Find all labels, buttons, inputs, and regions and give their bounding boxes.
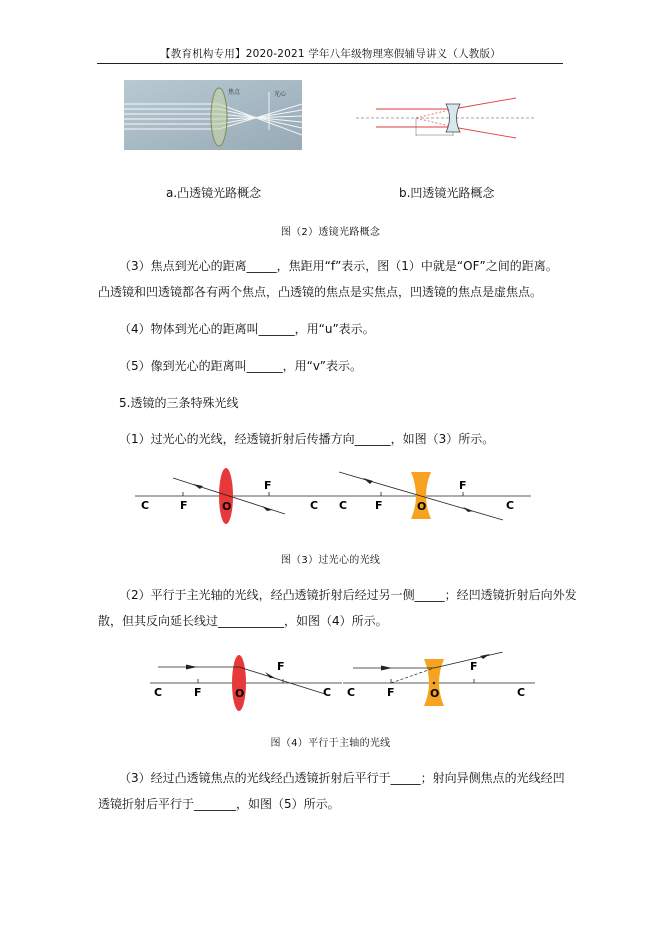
- figure3-convex-diagram: [135, 465, 333, 525]
- label-c-right: C: [506, 499, 515, 512]
- label-c-left: C: [141, 499, 150, 512]
- rule-2-line2: 散，但其反向延长线过___________，如图（4）所示。: [98, 614, 388, 628]
- label-c-left: C: [339, 499, 348, 512]
- header-rule: [97, 63, 563, 64]
- rule-2-line1: （2）平行于主光轴的光线，经凸透镜折射后经过另一侧_____；经凹透镜折射后向外发: [119, 588, 577, 602]
- paragraph-5: （5）像到光心的距离叫______，用“v”表示。: [119, 359, 362, 373]
- convex-lens-photo: [124, 80, 302, 150]
- figure4-convex-diagram: [150, 652, 342, 712]
- label-o: O: [417, 500, 427, 513]
- caption-a: a.凸透镜光路概念: [166, 186, 262, 200]
- paragraph-4: （4）物体到光心的距离叫______，用“u”表示。: [119, 322, 375, 336]
- label-f-left: F: [375, 499, 383, 512]
- label-f-right: F: [459, 479, 467, 492]
- label-o: O: [222, 500, 232, 513]
- label-o: O: [430, 687, 440, 700]
- label-c-left: C: [347, 686, 356, 699]
- rule-3-line1: （3）经过凸透镜焦点的光线经凸透镜折射后平行于_____；射向异侧焦点的光线经凹: [119, 771, 565, 785]
- rule-1: （1）过光心的光线，经透镜折射后传播方向______，如图（3）所示。: [119, 432, 495, 446]
- label-c-right: C: [323, 686, 332, 699]
- label-f-right: F: [277, 660, 285, 673]
- figure4-caption: 图（4）平行于主轴的光线: [270, 738, 391, 749]
- label-c-right: C: [310, 499, 319, 512]
- label-f-left: F: [180, 499, 188, 512]
- caption-b: b.凹透镜光路概念: [399, 186, 495, 200]
- concave-lens-diagram: [356, 96, 534, 146]
- figure4-concave-diagram: [343, 652, 535, 712]
- figure3-concave-diagram: [333, 465, 531, 525]
- rule-3-line2: 透镜折射后平行于_______，如图（5）所示。: [98, 797, 340, 811]
- label-c-left: C: [154, 686, 163, 699]
- label-f-left: F: [387, 686, 395, 699]
- section-5-title: 5.透镜的三条特殊光线: [119, 396, 239, 410]
- label-c-right: C: [517, 686, 526, 699]
- label-f-right: F: [470, 660, 478, 673]
- paragraph-3-line2: 凸透镜和凹透镜都各有两个焦点，凸透镜的焦点是实焦点，凹透镜的焦点是虚焦点。: [98, 285, 543, 299]
- paragraph-3-line1: （3）焦点到光心的距离_____，焦距用“f”表示，图（1）中就是“OF”之间的距离。: [119, 259, 558, 273]
- figure3-caption: 图（3）过光心的光线: [280, 555, 381, 566]
- label-o: O: [235, 687, 245, 700]
- figure2-caption: 图（2）透镜光路概念: [280, 227, 381, 238]
- photo-label-center: 光心: [274, 91, 287, 98]
- label-f-right: F: [264, 479, 272, 492]
- photo-label-focus: 焦点: [228, 89, 241, 96]
- label-f-left: F: [194, 686, 202, 699]
- page-header: 【教育机构专用】2020-2021 学年八年级物理寒假辅导讲义（人教版）: [160, 48, 501, 60]
